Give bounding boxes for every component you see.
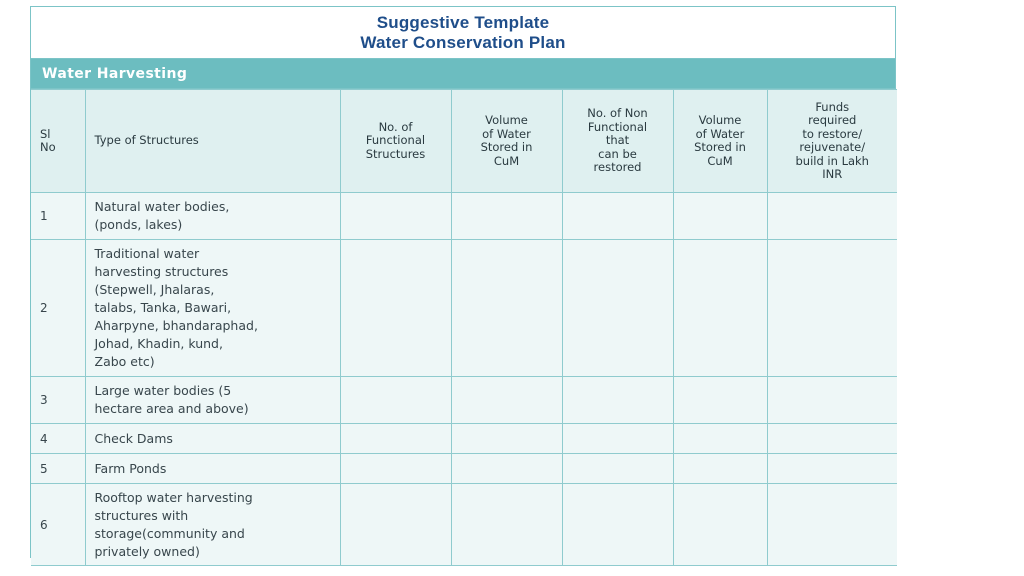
cell-functional[interactable] (340, 240, 451, 377)
cell-functional[interactable] (340, 193, 451, 240)
plan-title: Water Conservation Plan (360, 32, 566, 52)
cell-functional[interactable] (340, 377, 451, 424)
cell-volume-restored[interactable] (673, 193, 767, 240)
table-row (31, 193, 897, 240)
cell-volume-restored[interactable] (673, 424, 767, 454)
table-header-row (31, 90, 897, 193)
cell-volume-functional[interactable] (451, 484, 562, 566)
cell-volume-restored[interactable] (673, 240, 767, 377)
column-header-funds: Funds required to restore/ rejuvenate/ build in Lakh INR (767, 90, 897, 193)
cell-funds[interactable] (767, 240, 897, 377)
table-row (31, 484, 897, 566)
water-conservation-template (30, 6, 896, 558)
cell-volume-functional[interactable] (451, 424, 562, 454)
cell-funds[interactable] (767, 484, 897, 566)
template-title: Suggestive Template (376, 12, 550, 32)
table-row (31, 240, 897, 377)
table-row (31, 424, 897, 454)
cell-non-functional[interactable] (562, 484, 673, 566)
cell-non-functional[interactable] (562, 454, 673, 484)
row-type: Natural water bodies, (ponds, lakes) (85, 193, 340, 240)
cell-volume-restored[interactable] (673, 377, 767, 424)
section-header-water-harvesting (31, 59, 895, 89)
column-header-type: Type of Structures (85, 90, 340, 193)
cell-funds[interactable] (767, 454, 897, 484)
table-row (31, 377, 897, 424)
column-header-non-functional: No. of Non Functional that can be restored (562, 90, 673, 193)
cell-non-functional[interactable] (562, 424, 673, 454)
cell-volume-functional[interactable] (451, 240, 562, 377)
cell-funds[interactable] (767, 424, 897, 454)
water-harvesting-table (31, 89, 897, 566)
column-header-functional: No. of Functional Structures (340, 90, 451, 193)
section-label: Water Harvesting (42, 65, 188, 82)
row-sl: 1 (31, 193, 85, 240)
row-sl: 6 (31, 484, 85, 566)
title-block (31, 7, 895, 59)
cell-volume-functional[interactable] (451, 454, 562, 484)
column-header-volume-restored: Volume of Water Stored in CuM (673, 90, 767, 193)
row-type: Farm Ponds (85, 454, 340, 484)
row-sl: 3 (31, 377, 85, 424)
row-sl: 4 (31, 424, 85, 454)
row-type: Traditional water harvesting structures (Stepwell, Jhalaras, talabs, Tanka, Bawari, Aharpyne, bhandaraphad, Johad, Khadin, kund, Zabo etc) (85, 240, 340, 377)
row-type: Check Dams (85, 424, 340, 454)
cell-funds[interactable] (767, 377, 897, 424)
cell-functional[interactable] (340, 424, 451, 454)
row-sl: 5 (31, 454, 85, 484)
table-row (31, 454, 897, 484)
column-header-sl-no: Sl No (31, 90, 85, 193)
cell-volume-functional[interactable] (451, 377, 562, 424)
cell-non-functional[interactable] (562, 377, 673, 424)
cell-volume-functional[interactable] (451, 193, 562, 240)
row-type: Rooftop water harvesting structures with storage(community and privately owned) (85, 484, 340, 566)
row-type: Large water bodies (5 hectare area and above) (85, 377, 340, 424)
cell-functional[interactable] (340, 454, 451, 484)
cell-functional[interactable] (340, 484, 451, 566)
column-header-volume-functional: Volume of Water Stored in CuM (451, 90, 562, 193)
cell-volume-restored[interactable] (673, 454, 767, 484)
cell-volume-restored[interactable] (673, 484, 767, 566)
cell-non-functional[interactable] (562, 240, 673, 377)
row-sl: 2 (31, 240, 85, 377)
cell-funds[interactable] (767, 193, 897, 240)
cell-non-functional[interactable] (562, 193, 673, 240)
